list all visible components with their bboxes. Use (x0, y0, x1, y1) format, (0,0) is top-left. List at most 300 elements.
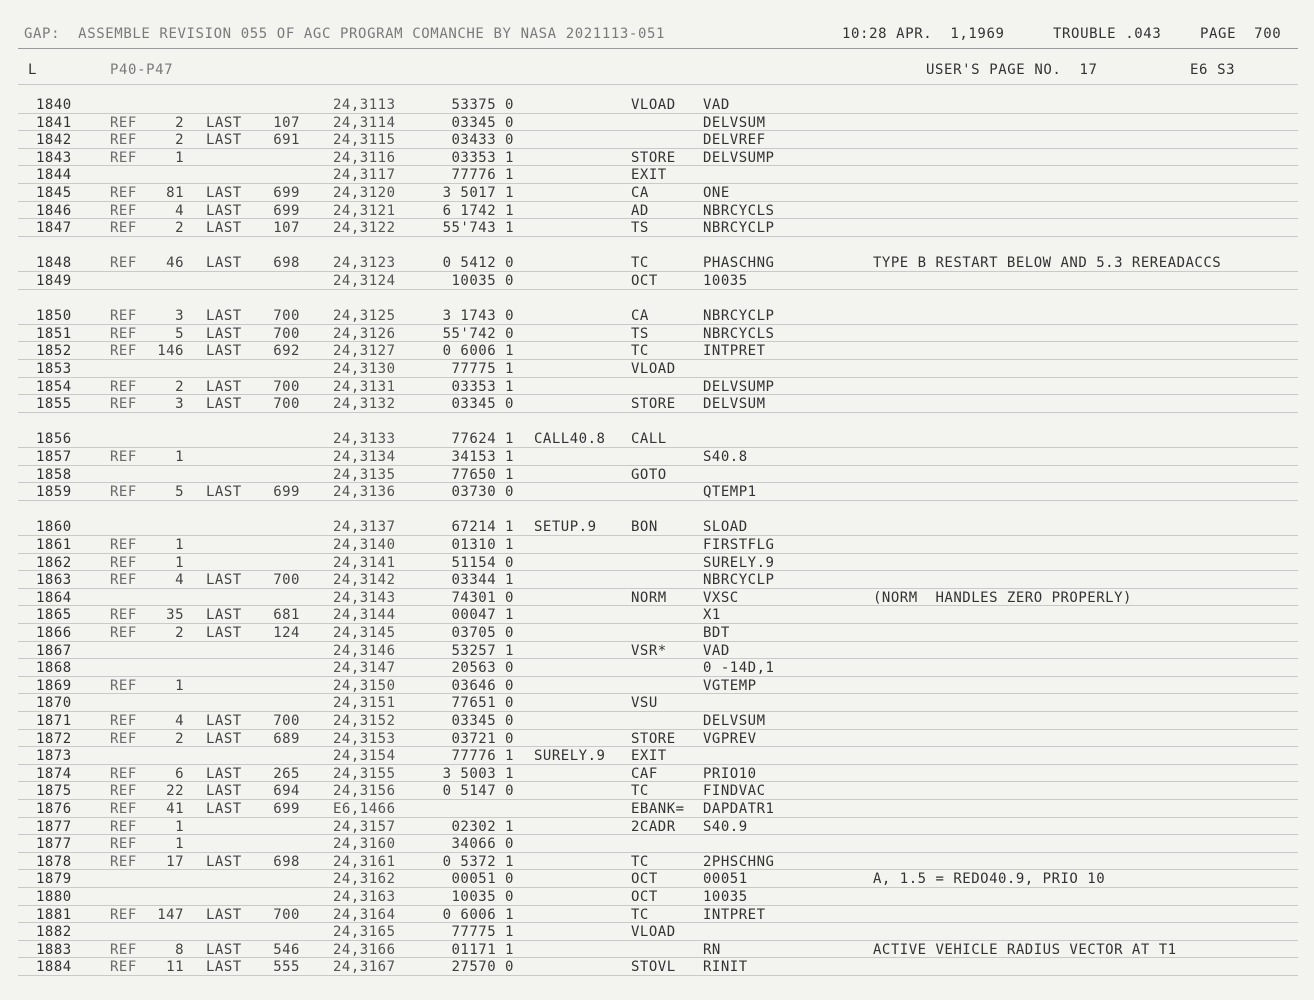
row-rule (18, 500, 1298, 501)
cell-addr: 24,3123 (333, 255, 396, 272)
section-name: P40-P47 (110, 62, 174, 78)
cell-operand: DELVSUMP (703, 378, 775, 395)
cell-word: 3 5003 1 (442, 765, 514, 782)
cell-addr: 24,3143 (333, 589, 396, 606)
cell-refn: 17 (166, 853, 184, 870)
cell-addr: 24,3136 (333, 484, 396, 501)
cell-word: 77776 1 (451, 748, 514, 765)
cell-lastn: 700 (273, 325, 300, 342)
cell-operand: NBRCYCLS (703, 202, 775, 219)
cell-refn: 2 (175, 730, 184, 747)
cell-addr: 24,3144 (333, 607, 396, 624)
cell-addr: 24,3155 (333, 765, 396, 782)
cell-line: 1860 (36, 519, 72, 536)
cell-word: 10035 0 (451, 273, 514, 289)
cell-word: 03353 1 (451, 149, 514, 166)
cell-line: 1871 (36, 713, 72, 729)
cell-word: 0 5412 0 (442, 255, 514, 272)
listing-page-number: PAGE 700 (1200, 26, 1282, 42)
cell-comment: ACTIVE VEHICLE RADIUS VECTOR AT T1 (873, 941, 1177, 958)
cell-word: 00047 1 (451, 607, 514, 624)
row-rule (18, 975, 1298, 976)
cell-ref: REF (110, 114, 137, 131)
cell-operand: NBRCYCLP (703, 220, 775, 237)
listing-line (0, 554, 1314, 572)
cell-refn: 1 (175, 818, 184, 835)
cell-ref: REF (110, 853, 137, 870)
cell-line: 1840 (36, 97, 72, 113)
cell-operand: BDT (703, 625, 730, 641)
cell-operand: 10035 (703, 889, 748, 905)
listing-line (0, 958, 1314, 976)
cell-word: 74301 0 (451, 589, 514, 606)
cell-refn: 1 (175, 537, 184, 553)
cell-addr: 24,3150 (333, 677, 396, 694)
listing-line (0, 906, 1314, 924)
cell-operand: VXSC (703, 589, 739, 606)
cell-refn: 5 (175, 484, 184, 501)
cell-word: 03730 0 (451, 484, 514, 501)
cell-addr: 24,3166 (333, 941, 396, 958)
cell-addr: 24,3164 (333, 906, 396, 923)
cell-addr: 24,3163 (333, 889, 396, 905)
listing-line (0, 342, 1314, 360)
cell-ref: REF (110, 959, 137, 976)
cell-line: 1842 (36, 132, 72, 149)
cell-line: 1844 (36, 167, 72, 184)
cell-ref: REF (110, 554, 137, 571)
listing-line (0, 149, 1314, 167)
cell-ref: REF (110, 255, 137, 272)
cell-lastn: 691 (273, 132, 300, 149)
cell-last: LAST (206, 220, 242, 237)
cell-ref: REF (110, 625, 137, 641)
cell-addr: 24,3114 (333, 114, 396, 131)
cell-op: VLOAD (631, 97, 676, 113)
cell-word: 77775 1 (451, 361, 514, 377)
cell-addr: 24,3120 (333, 185, 396, 201)
cell-lastn: 700 (273, 308, 300, 325)
cell-refn: 4 (175, 572, 184, 589)
listing-line (0, 254, 1314, 272)
cell-line: 1877 (36, 836, 72, 853)
listing-line (0, 114, 1314, 132)
cell-word: 77776 1 (451, 167, 514, 184)
listing-line (0, 923, 1314, 941)
listing-line (0, 941, 1314, 959)
listing-trouble: TROUBLE .043 (1053, 26, 1162, 42)
cell-word: 03705 0 (451, 625, 514, 641)
cell-op: AD (631, 202, 649, 219)
cell-ref: REF (110, 818, 137, 835)
cell-label: SURELY.9 (534, 748, 606, 765)
cell-line: 1880 (36, 889, 72, 905)
cell-line: 1848 (36, 255, 72, 272)
cell-operand: DELVSUM (703, 114, 766, 131)
cell-line: 1864 (36, 589, 72, 606)
cell-line: 1873 (36, 748, 72, 765)
cell-lastn: 689 (273, 730, 300, 747)
cell-line: 1845 (36, 185, 72, 201)
cell-word: 02302 1 (451, 818, 514, 835)
cell-line: 1876 (36, 801, 72, 817)
cell-lastn: 555 (273, 959, 300, 976)
cell-ref: REF (110, 713, 137, 729)
cell-word: 20563 0 (451, 660, 514, 677)
cell-op: CA (631, 185, 649, 201)
cell-operand: DELVSUMP (703, 149, 775, 166)
cell-ref: REF (110, 396, 137, 413)
cell-word: 77775 1 (451, 924, 514, 941)
listing-line (0, 853, 1314, 871)
cell-word: 03345 0 (451, 713, 514, 729)
cell-refn: 3 (175, 396, 184, 413)
cell-last: LAST (206, 185, 242, 201)
left-marker: L (28, 62, 38, 78)
cell-refn: 2 (175, 114, 184, 131)
cell-line: 1850 (36, 308, 72, 325)
cell-last: LAST (206, 853, 242, 870)
cell-refn: 1 (175, 554, 184, 571)
cell-addr: 24,3146 (333, 642, 396, 659)
cell-line: 1865 (36, 607, 72, 624)
cell-lastn: 700 (273, 378, 300, 395)
cell-addr: 24,3141 (333, 554, 396, 571)
cell-ref: REF (110, 836, 137, 853)
listing-line (0, 800, 1314, 818)
cell-comment: (NORM HANDLES ZERO PROPERLY) (873, 589, 1132, 606)
cell-refn: 147 (157, 906, 184, 923)
cell-lastn: 699 (273, 484, 300, 501)
cell-last: LAST (206, 396, 242, 413)
cell-lastn: 692 (273, 343, 300, 360)
cell-refn: 2 (175, 378, 184, 395)
cell-op: VLOAD (631, 924, 676, 941)
cell-line: 1853 (36, 361, 72, 377)
listing-line (0, 765, 1314, 783)
cell-line: 1882 (36, 924, 72, 941)
cell-op: EXIT (631, 748, 667, 765)
cell-line: 1868 (36, 660, 72, 677)
cell-operand: 0 -14D,1 (703, 660, 775, 677)
cell-addr: 24,3147 (333, 660, 396, 677)
cell-op: CALL (631, 431, 667, 448)
cell-addr: 24,3161 (333, 853, 396, 870)
cell-ref: REF (110, 484, 137, 501)
cell-word: 03353 1 (451, 378, 514, 395)
cell-line: 1855 (36, 396, 72, 413)
cell-ref: REF (110, 308, 137, 325)
cell-op: EBANK= (631, 801, 685, 817)
cell-word: 03345 0 (451, 396, 514, 413)
listing-line (0, 870, 1314, 888)
cell-addr: 24,3122 (333, 220, 396, 237)
cell-last: LAST (206, 202, 242, 219)
cell-last: LAST (206, 783, 242, 800)
cell-addr: 24,3153 (333, 730, 396, 747)
listing-datetime: 10:28 APR. 1,1969 (842, 26, 1005, 42)
cell-last: LAST (206, 801, 242, 817)
cell-last: LAST (206, 625, 242, 641)
cell-ref: REF (110, 325, 137, 342)
cell-last: LAST (206, 572, 242, 589)
cell-addr: 24,3140 (333, 537, 396, 553)
listing-line (0, 202, 1314, 220)
cell-word: 10035 0 (451, 889, 514, 905)
cell-operand: 10035 (703, 273, 748, 289)
listing-line (0, 395, 1314, 413)
cell-op: STORE (631, 149, 676, 166)
cell-addr: 24,3157 (333, 818, 396, 835)
cell-ref: REF (110, 343, 137, 360)
cell-op: STORE (631, 396, 676, 413)
listing-line (0, 694, 1314, 712)
cell-word: 34153 1 (451, 449, 514, 465)
listing-line (0, 184, 1314, 202)
cell-line: 1867 (36, 642, 72, 659)
cell-word: 03344 1 (451, 572, 514, 589)
cell-addr: 24,3135 (333, 466, 396, 483)
cell-line: 1849 (36, 273, 72, 289)
cell-operand: PRIO10 (703, 765, 757, 782)
cell-op: TC (631, 343, 649, 360)
cell-operand: SURELY.9 (703, 554, 775, 571)
cell-addr: 24,3126 (333, 325, 396, 342)
cell-word: 0 6006 1 (442, 343, 514, 360)
listing-line (0, 589, 1314, 607)
cell-line: 1879 (36, 871, 72, 888)
listing-line (0, 624, 1314, 642)
cell-word: 03345 0 (451, 114, 514, 131)
cell-addr: 24,3113 (333, 97, 396, 113)
cell-lastn: 698 (273, 255, 300, 272)
cell-word: 3 1743 0 (442, 308, 514, 325)
cell-word: 0 6006 1 (442, 906, 514, 923)
cell-op: TS (631, 220, 649, 237)
cell-refn: 2 (175, 220, 184, 237)
cell-ref: REF (110, 572, 137, 589)
cell-op: TC (631, 783, 649, 800)
cell-word: 00051 0 (451, 871, 514, 888)
cell-line: 1841 (36, 114, 72, 131)
cell-last: LAST (206, 906, 242, 923)
cell-op: STOVL (631, 959, 676, 976)
cell-lastn: 699 (273, 185, 300, 201)
cell-operand: PHASCHNG (703, 255, 775, 272)
cell-op: CAF (631, 765, 658, 782)
cell-last: LAST (206, 713, 242, 729)
cell-line: 1874 (36, 765, 72, 782)
cell-ref: REF (110, 941, 137, 958)
cell-word: 0 5372 1 (442, 853, 514, 870)
cell-op: GOTO (631, 466, 667, 483)
cell-operand: DELVSUM (703, 396, 766, 413)
cell-last: LAST (206, 343, 242, 360)
cell-last: LAST (206, 114, 242, 131)
cell-operand: FINDVAC (703, 783, 766, 800)
listing-line (0, 606, 1314, 624)
cell-line: 1859 (36, 484, 72, 501)
cell-op: TC (631, 906, 649, 923)
cell-refn: 22 (166, 783, 184, 800)
listing-line (0, 378, 1314, 396)
cell-addr: 24,3125 (333, 308, 396, 325)
listing-line (0, 571, 1314, 589)
cell-lastn: 700 (273, 396, 300, 413)
cell-operand: X1 (703, 607, 721, 624)
cell-refn: 5 (175, 325, 184, 342)
cell-op: TS (631, 325, 649, 342)
cell-last: LAST (206, 959, 242, 976)
cell-addr: 24,3131 (333, 378, 396, 395)
cell-line: 1881 (36, 906, 72, 923)
cell-op: STORE (631, 730, 676, 747)
cell-refn: 6 (175, 765, 184, 782)
cell-last: LAST (206, 607, 242, 624)
cell-op: OCT (631, 889, 658, 905)
cell-word: 55'743 1 (442, 220, 514, 237)
cell-op: VLOAD (631, 361, 676, 377)
cell-line: 1847 (36, 220, 72, 237)
cell-ref: REF (110, 202, 137, 219)
cell-lastn: 700 (273, 572, 300, 589)
cell-addr: 24,3133 (333, 431, 396, 448)
cell-op: VSU (631, 695, 658, 712)
cell-last: LAST (206, 765, 242, 782)
cell-refn: 146 (157, 343, 184, 360)
header-rule (18, 48, 1298, 49)
cell-ref: REF (110, 730, 137, 747)
cell-addr: 24,3124 (333, 273, 396, 289)
cell-refn: 1 (175, 836, 184, 853)
cell-op: 2CADR (631, 818, 676, 835)
cell-line: 1872 (36, 730, 72, 747)
listing-line (0, 483, 1314, 501)
cell-line: 1878 (36, 853, 72, 870)
cell-ref: REF (110, 906, 137, 923)
cell-addr: 24,3137 (333, 519, 396, 536)
cell-ref: REF (110, 378, 137, 395)
cell-line: 1851 (36, 325, 72, 342)
cell-comment: A, 1.5 = REDO40.9, PRIO 10 (873, 871, 1106, 888)
cell-op: TC (631, 255, 649, 272)
cell-ref: REF (110, 220, 137, 237)
cell-word: 27570 0 (451, 959, 514, 976)
cell-lastn: 699 (273, 801, 300, 817)
row-rule (18, 289, 1298, 290)
listing-line (0, 888, 1314, 906)
cell-lastn: 546 (273, 941, 300, 958)
cell-refn: 41 (166, 801, 184, 817)
cell-addr: 24,3115 (333, 132, 396, 149)
cell-word: 03721 0 (451, 730, 514, 747)
cell-lastn: 694 (273, 783, 300, 800)
cell-addr: 24,3130 (333, 361, 396, 377)
cell-ref: REF (110, 132, 137, 149)
cell-ref: REF (110, 801, 137, 817)
listing-line (0, 307, 1314, 325)
cell-line: 1884 (36, 959, 72, 976)
cell-refn: 4 (175, 202, 184, 219)
cell-operand: INTPRET (703, 906, 766, 923)
cell-line: 1852 (36, 343, 72, 360)
cell-word: 01310 1 (451, 537, 514, 553)
cell-line: 1862 (36, 554, 72, 571)
listing-line (0, 642, 1314, 660)
cell-line: 1866 (36, 625, 72, 641)
cell-last: LAST (206, 378, 242, 395)
cell-line: 1869 (36, 677, 72, 694)
listing-line (0, 782, 1314, 800)
cell-word: 55'742 0 (442, 325, 514, 342)
cell-word: 3 5017 1 (442, 185, 514, 201)
users-page-number: USER'S PAGE NO. 17 (926, 62, 1098, 78)
cell-operand: INTPRET (703, 343, 766, 360)
listing-line (0, 712, 1314, 730)
cell-addr: 24,3151 (333, 695, 396, 712)
cell-operand: VAD (703, 642, 730, 659)
cell-addr: 24,3142 (333, 572, 396, 589)
cell-last: LAST (206, 132, 242, 149)
cell-line: 1875 (36, 783, 72, 800)
listing-line (0, 466, 1314, 484)
cell-refn: 4 (175, 713, 184, 729)
cell-addr: 24,3145 (333, 625, 396, 641)
cell-line: 1857 (36, 449, 72, 465)
cell-addr: 24,3134 (333, 449, 396, 465)
listing-line (0, 360, 1314, 378)
cell-addr: 24,3154 (333, 748, 396, 765)
cell-op: CA (631, 308, 649, 325)
cell-operand: NBRCYCLP (703, 308, 775, 325)
cell-ref: REF (110, 537, 137, 553)
cell-op: NORM (631, 589, 667, 606)
cell-lastn: 700 (273, 906, 300, 923)
cell-lastn: 107 (273, 220, 300, 237)
cell-word: 53257 1 (451, 642, 514, 659)
cell-lastn: 699 (273, 202, 300, 219)
cell-refn: 8 (175, 941, 184, 958)
cell-refn: 81 (166, 185, 184, 201)
cell-line: 1843 (36, 149, 72, 166)
cell-addr: 24,3117 (333, 167, 396, 184)
cell-addr: E6,1466 (333, 801, 396, 817)
cell-operand: VAD (703, 97, 730, 113)
cell-word: 03433 0 (451, 132, 514, 149)
cell-addr: 24,3162 (333, 871, 396, 888)
cell-refn: 11 (166, 959, 184, 976)
cell-op: BON (631, 519, 658, 536)
cell-op: OCT (631, 273, 658, 289)
cell-addr: 24,3165 (333, 924, 396, 941)
cell-operand: QTEMP1 (703, 484, 757, 501)
cell-last: LAST (206, 255, 242, 272)
cell-lastn: 698 (273, 853, 300, 870)
cell-refn: 1 (175, 149, 184, 166)
cell-refn: 3 (175, 308, 184, 325)
cell-lastn: 700 (273, 713, 300, 729)
cell-operand: VGPREV (703, 730, 757, 747)
cell-line: 1858 (36, 466, 72, 483)
cell-lastn: 107 (273, 114, 300, 131)
cell-op: OCT (631, 871, 658, 888)
cell-op: EXIT (631, 167, 667, 184)
row-rule (18, 236, 1298, 237)
cell-operand: S40.8 (703, 449, 748, 465)
cell-word: 77651 0 (451, 695, 514, 712)
cell-line: 1846 (36, 202, 72, 219)
cell-ref: REF (110, 185, 137, 201)
